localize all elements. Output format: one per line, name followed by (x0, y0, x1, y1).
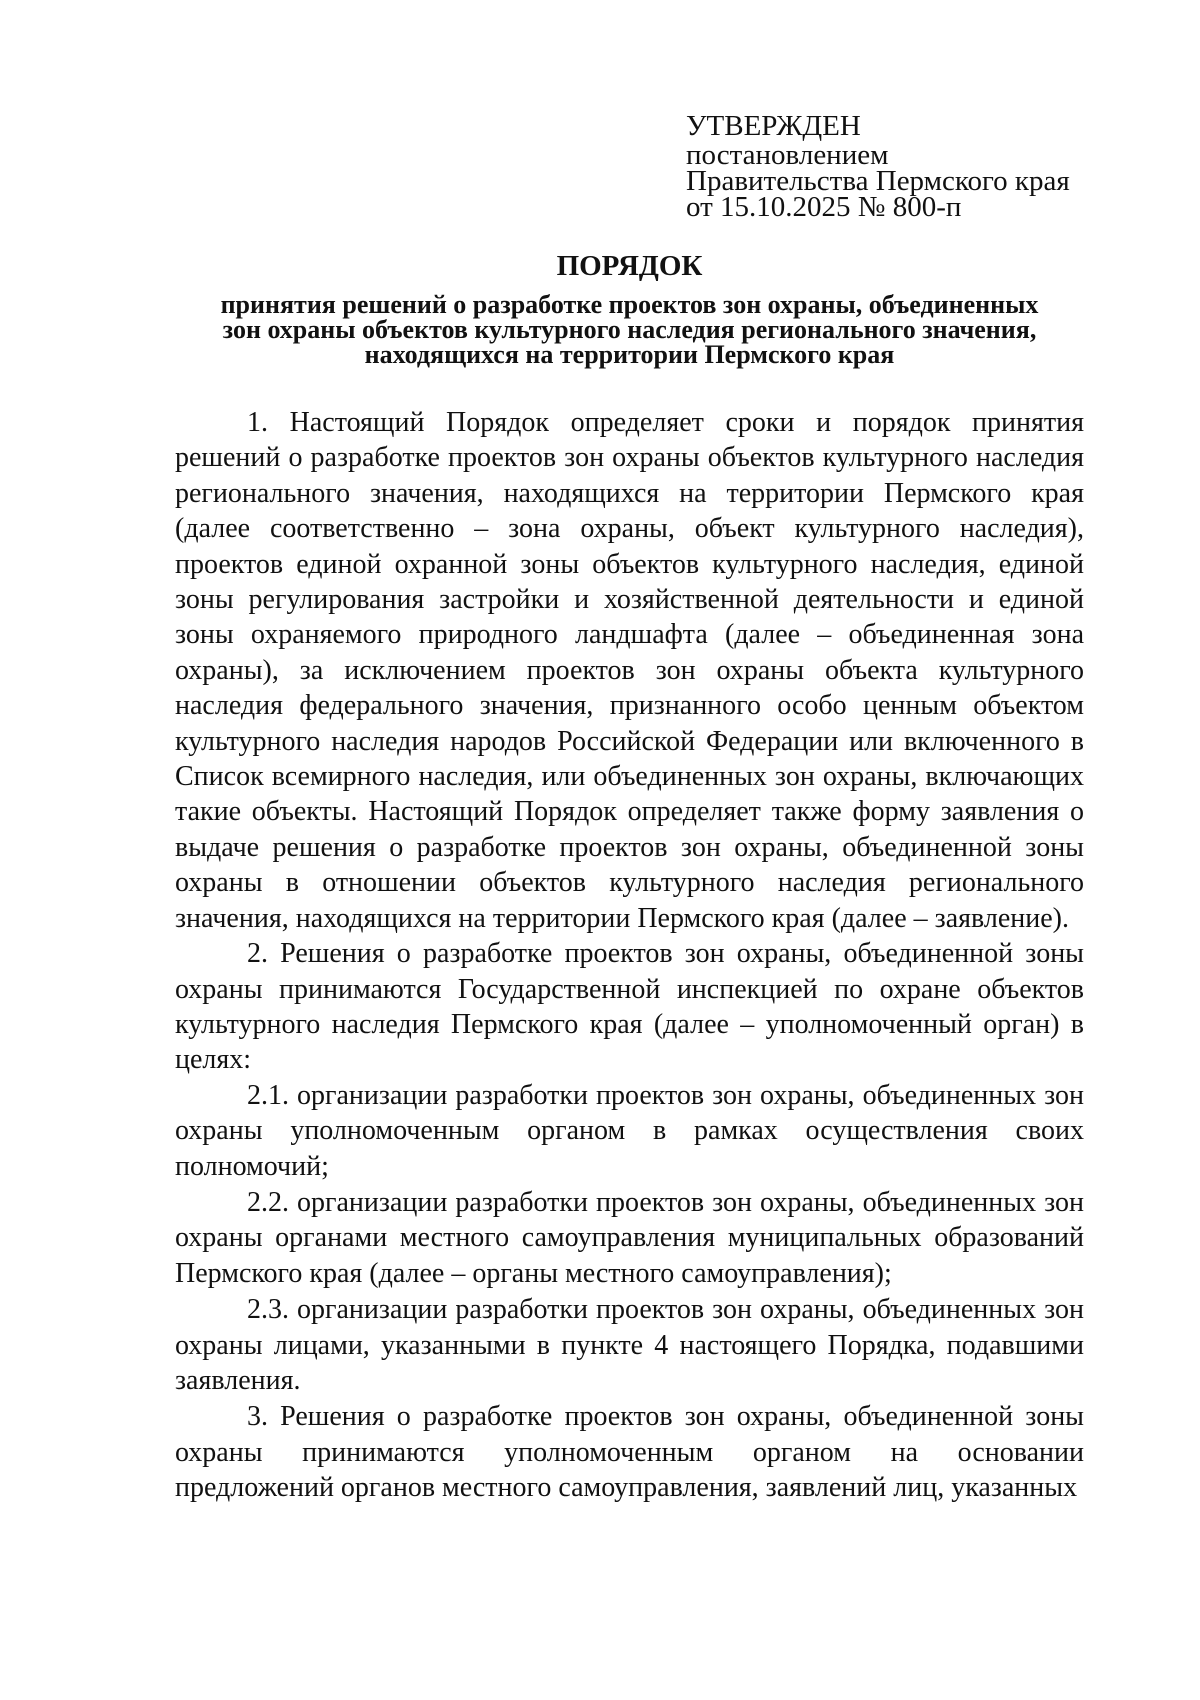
approval-line-2: Правительства Пермского края (686, 165, 1070, 197)
paragraph-2: 2. Решения о разработке проектов зон охраны, объединенной зоны охраны принимаются Государственной инспекцией по охране объектов культурного наследия Пермского края (далее – уполномоченный орган) в целях: (175, 938, 1084, 1076)
paragraph-2-2: 2.2. организации разработки проектов зон охраны, объединенных зон охраны органами местного самоуправления муниципальных образований Пермского края (далее – органы местного самоуправления); (175, 1186, 1084, 1289)
document-body (175, 405, 1084, 1506)
subtitle-line-2: зон охраны объектов культурного наследия регионального значения, (222, 315, 1037, 344)
paragraph-3: 3. Решения о разработке проектов зон охраны, объединенной зоны охраны принимаются уполномоченным органом на основании предложений органов местного самоуправления, заявлений лиц, указанных (175, 1401, 1084, 1504)
paragraph-2-3: 2.3. организации разработки проектов зон охраны, объединенных зон охраны лицами, указанными в пункте 4 настоящего Порядка, подавшими заявления. (175, 1294, 1084, 1396)
document-title: ПОРЯДОК (556, 250, 703, 282)
subtitle-line-3: находящихся на территории Пермского края (364, 340, 895, 369)
approval-line-1: постановлением (686, 139, 889, 171)
approval-stamp (686, 110, 1106, 223)
paragraph-1: 1. Настоящий Порядок определяет сроки и порядок принятия решений о разработке проектов зон охраны объектов культурного наследия регионального значения, находящихся на территории Пермского края (далее соответственно – зона охраны, объект культурного наследия), проектов единой охранной зоны объектов культурного наследия, единой зоны регулирования застройки и хозяйственной деятельности и единой зоны охраняемого природного ландшафта (далее – объединенная зона охраны), за исключением проектов зон охраны объекта культурного наследия федерального значения, признанного особо ценным объектом культурного наследия народов Российской Федерации или включенного в Список всемирного наследия, или объединенных зон охраны, включающих такие объекты. Настоящий Порядок определяет также форму заявления о выдаче решения о разработке проектов зон охраны, объединенной зоны охраны в отношении объектов культурного наследия регионального значения, находящихся на территории Пермского края (далее – заявление). (175, 407, 1084, 934)
subtitle-line-1: принятия решений о разработке проектов зон охраны, объединенных (220, 290, 1039, 319)
approval-stamp-heading: УТВЕРЖДЕН (686, 110, 861, 142)
approval-line-3: от 15.10.2025 № 800-п (686, 191, 962, 223)
document-subtitle (175, 292, 1084, 367)
paragraph-2-1: 2.1. организации разработки проектов зон охраны, объединенных зон охраны уполномоченным органом в рамках осуществления своих полномочий; (175, 1079, 1084, 1182)
